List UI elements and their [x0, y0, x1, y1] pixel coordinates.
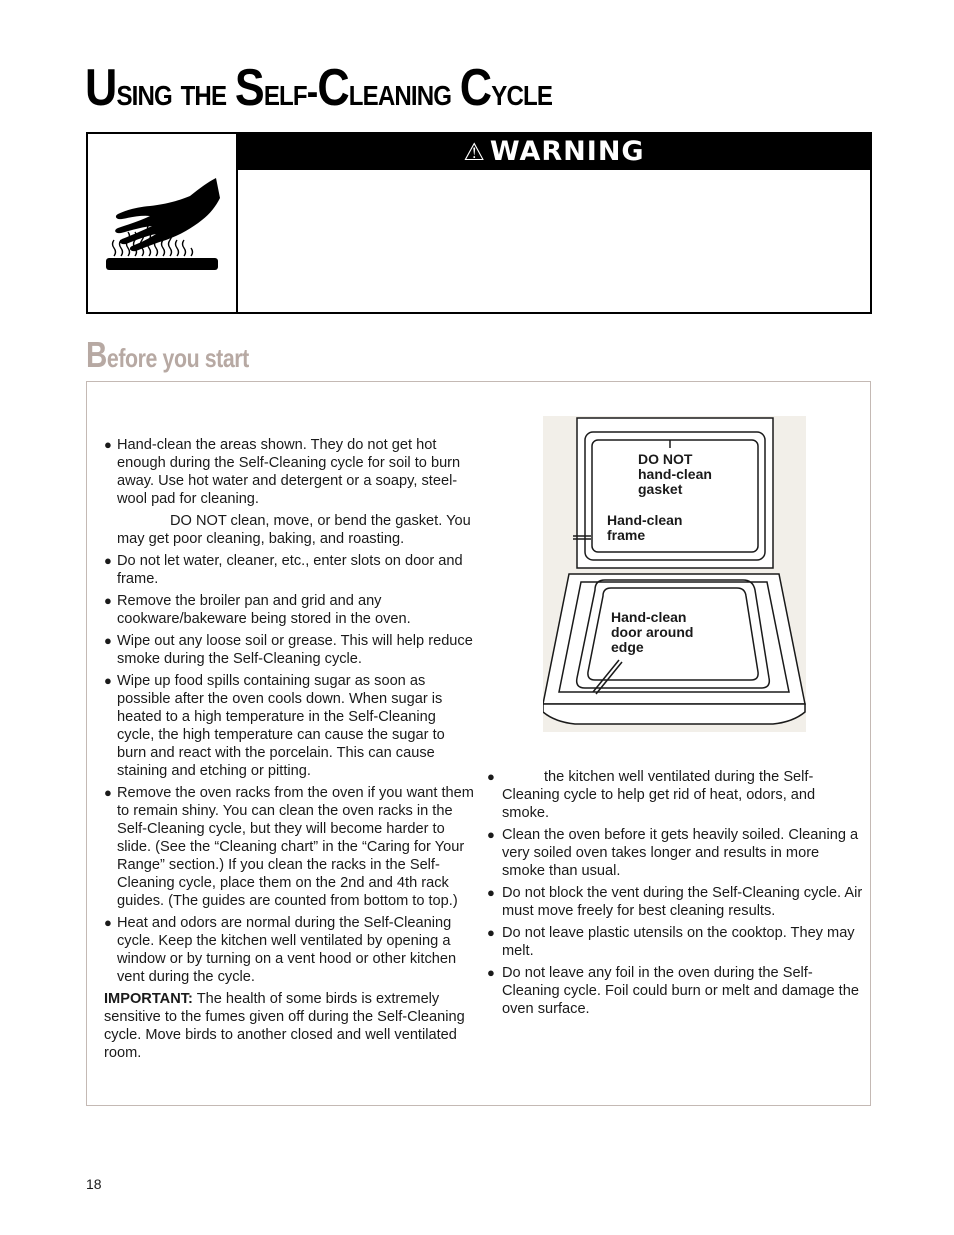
page-number: 18 — [86, 1176, 102, 1192]
list-item: ● Clean the oven before it gets heavily soiled. Cleaning a very soiled oven takes longer and results in more smoke than usual. — [487, 827, 859, 879]
list-item: ● Do not let water, cleaner, etc., enter slots on door and frame. — [104, 553, 463, 587]
warning-header: ⚠ WARNING — [238, 134, 870, 170]
list-item: ● Do not block the vent during the Self-Cleaning cycle. Air must move freely for best cleaning results. — [487, 885, 863, 919]
warning-box — [86, 132, 872, 314]
warning-triangle-icon: ⚠ — [463, 138, 486, 166]
hot-surface-hand-icon — [88, 134, 236, 312]
right-column — [487, 768, 865, 1022]
label-frame: Hand-clean frame — [607, 512, 683, 543]
list-item: ● Heat and odors are normal during the Self-Cleaning cycle. Keep the kitchen well ventilated by opening a window or by turning on a vent hood or other kitchen vent during the cycle. — [104, 915, 457, 985]
warning-body — [238, 170, 870, 312]
gasket-note: DO NOT clean, move, or bend the gasket. You may get poor cleaning, baking, and roasting. — [117, 513, 471, 547]
list-item: ● the kitchen well ventilated during the Self-Cleaning cycle to help get rid of heat, odors, and smoke. — [487, 769, 816, 821]
important-note: IMPORTANT: The health of some birds is extremely sensitive to the fumes given off during the Self-Cleaning cycle. Move birds to another closed and well ventilated room. — [104, 991, 465, 1061]
warning-icon-cell — [88, 134, 238, 312]
list-item: ● Wipe up food spills containing sugar as soon as possible after the oven cools down. When sugar is heated to a high temperature in the Self-Cleaning cycle, the high temperature can cause the sugar to burn and react with the porcelain. This can cause staining and etching or pitting. — [104, 673, 445, 779]
left-column — [104, 436, 474, 1066]
section-title: Before you start — [86, 334, 249, 375]
page-title: Using the Self-Cleaning Cycle — [85, 59, 553, 117]
list-item: ● Do not leave plastic utensils on the cooktop. They may melt. — [487, 925, 855, 959]
label-door: Hand-clean door around edge — [611, 609, 694, 655]
list-item: ● Wipe out any loose soil or grease. This will help reduce smoke during the Self-Cleaning cycle. — [104, 633, 473, 667]
list-item: ● Remove the broiler pan and grid and any cookware/bakeware being stored in the oven. — [104, 593, 411, 627]
oven-diagram — [543, 416, 806, 732]
list-item: ● Hand-clean the areas shown. They do not get hot enough during the Self-Cleaning cycle for soil to burn away. Use hot water and detergent or a soapy, steel-wool pad for cleaning. — [104, 437, 461, 507]
label-gasket: DO NOT hand-clean gasket — [638, 451, 712, 497]
list-item: ● Remove the oven racks from the oven if you want them to remain shiny. You can clean the oven racks in the Self-Cleaning cycle, but they will become harder to slide. (See the “Cleaning chart” in the “Caring for Your Range” section.) If you clean the racks in the Self-Cleaning cycle, place them on the 2nd and 4th rack guides. (The guides are counted from bottom to top.) — [104, 785, 474, 909]
list-item: ● Do not leave any foil in the oven during the Self-Cleaning cycle. Foil could burn or melt and damage the oven surface. — [487, 965, 859, 1017]
